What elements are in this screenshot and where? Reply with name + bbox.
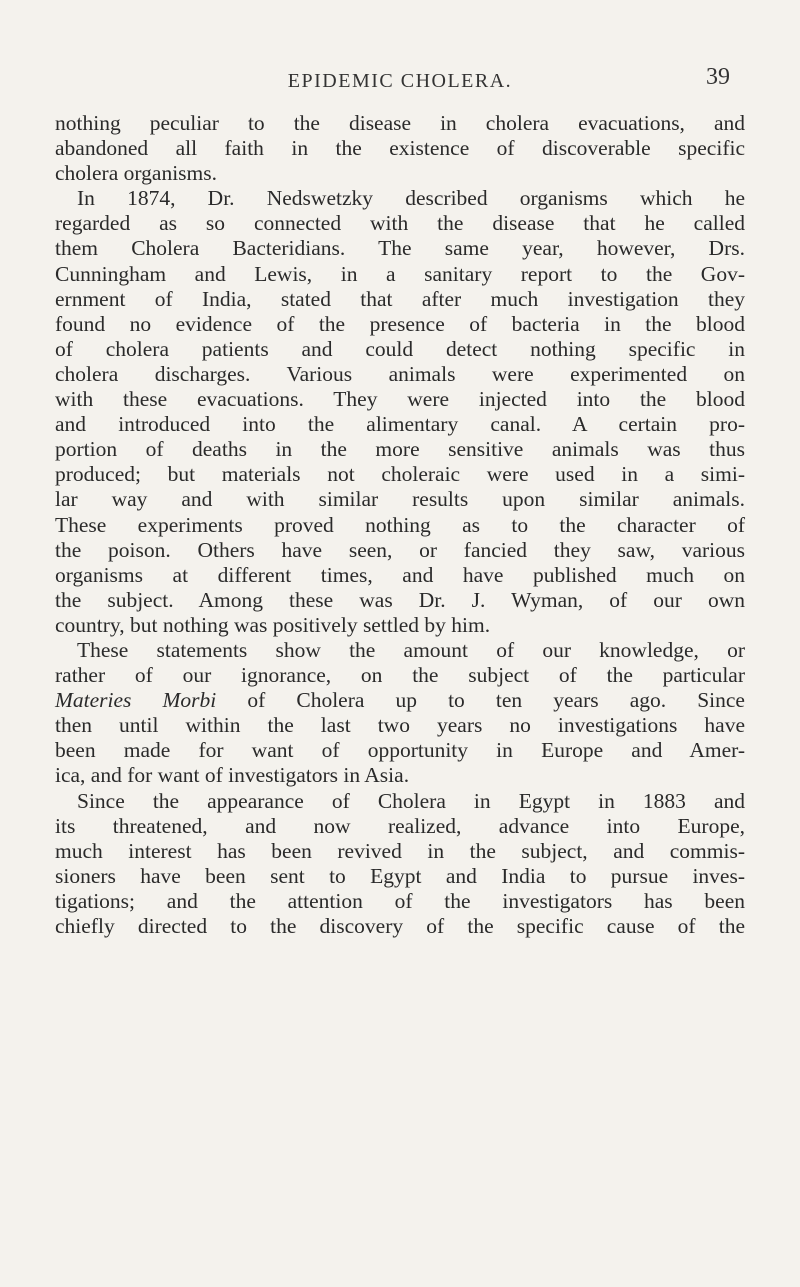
text-line: portion of deaths in the more sensitive animals was thus [55, 437, 745, 462]
text-line: with these evacuations. They were injected into the blood [55, 387, 745, 412]
text-line: tigations; and the attention of the investigators has been [55, 888, 745, 913]
text-line: abandoned all faith in the existence of discoverable specific [55, 136, 745, 161]
text-line: rather of our ignorance, on the subject of the particular [55, 663, 745, 688]
text-line: of cholera patients and could detect nothing specific in [55, 336, 745, 361]
text-line: cholera organisms. [55, 161, 218, 186]
text-line: produced; but materials not choleraic were used in a simi- [55, 462, 745, 487]
text-line: cholera discharges. Various animals were experimented on [55, 361, 745, 386]
text-line: found no evidence of the presence of bacteria in the blood [55, 311, 745, 336]
text-line: chiefly directed to the discovery of the specific cause of the [55, 914, 745, 938]
text-line: ernment of India, stated that after much investigation they [55, 286, 745, 311]
running-head [0, 56, 800, 96]
text-line: Cunningham and Lewis, in a sanitary report to the Gov- [55, 261, 745, 286]
text-line: the poison. Others have seen, or fancied they saw, various [55, 537, 745, 562]
text-line: ica, and for want of investigators in Asia. [55, 763, 410, 788]
text-line: nothing peculiar to the disease in cholera evacuations, and [55, 111, 745, 135]
text-line: the subject. Among these was Dr. J. Wyman, of our own [55, 587, 745, 612]
text-line: In 1874, Dr. Nedswetzky described organisms which he [77, 186, 745, 211]
text-line: regarded as so connected with the disease that he called [55, 211, 745, 236]
text-line: and introduced into the alimentary canal. A certain pro- [55, 412, 745, 437]
text-line: then until within the last two years no investigations have [55, 713, 745, 738]
page-number: 39 [706, 64, 730, 90]
text-line: been made for want of opportunity in Europe and Amer- [55, 738, 745, 763]
text-line: them Cholera Bacteridians. The same year, however, Drs. [55, 236, 745, 261]
text-line: organisms at different times, and have published much on [55, 562, 745, 587]
text-line: its threatened, and now realized, advance into Europe, [55, 813, 745, 838]
text-line: much interest has been revived in the subject, and commis- [55, 838, 745, 863]
text-line [55, 688, 745, 713]
text-line: These experiments proved nothing as to the character of [55, 512, 745, 537]
text-line: lar way and with similar results upon similar animals. [55, 487, 745, 512]
running-title: EPIDEMIC CHOLERA. [287, 70, 513, 92]
text-line: Since the appearance of Cholera in Egypt in 1883 and [77, 788, 745, 813]
text-line-segment: of Cholera up to ten years ago. Since [216, 688, 745, 713]
text-line: country, but nothing was positively settled by him. [55, 612, 491, 637]
text-line: sioners have been sent to Egypt and India to pursue inves- [55, 863, 745, 888]
text-line: These statements show the amount of our knowledge, or [77, 637, 745, 662]
body-text [55, 111, 745, 939]
italic-phrase: Materies Morbi [55, 688, 217, 713]
